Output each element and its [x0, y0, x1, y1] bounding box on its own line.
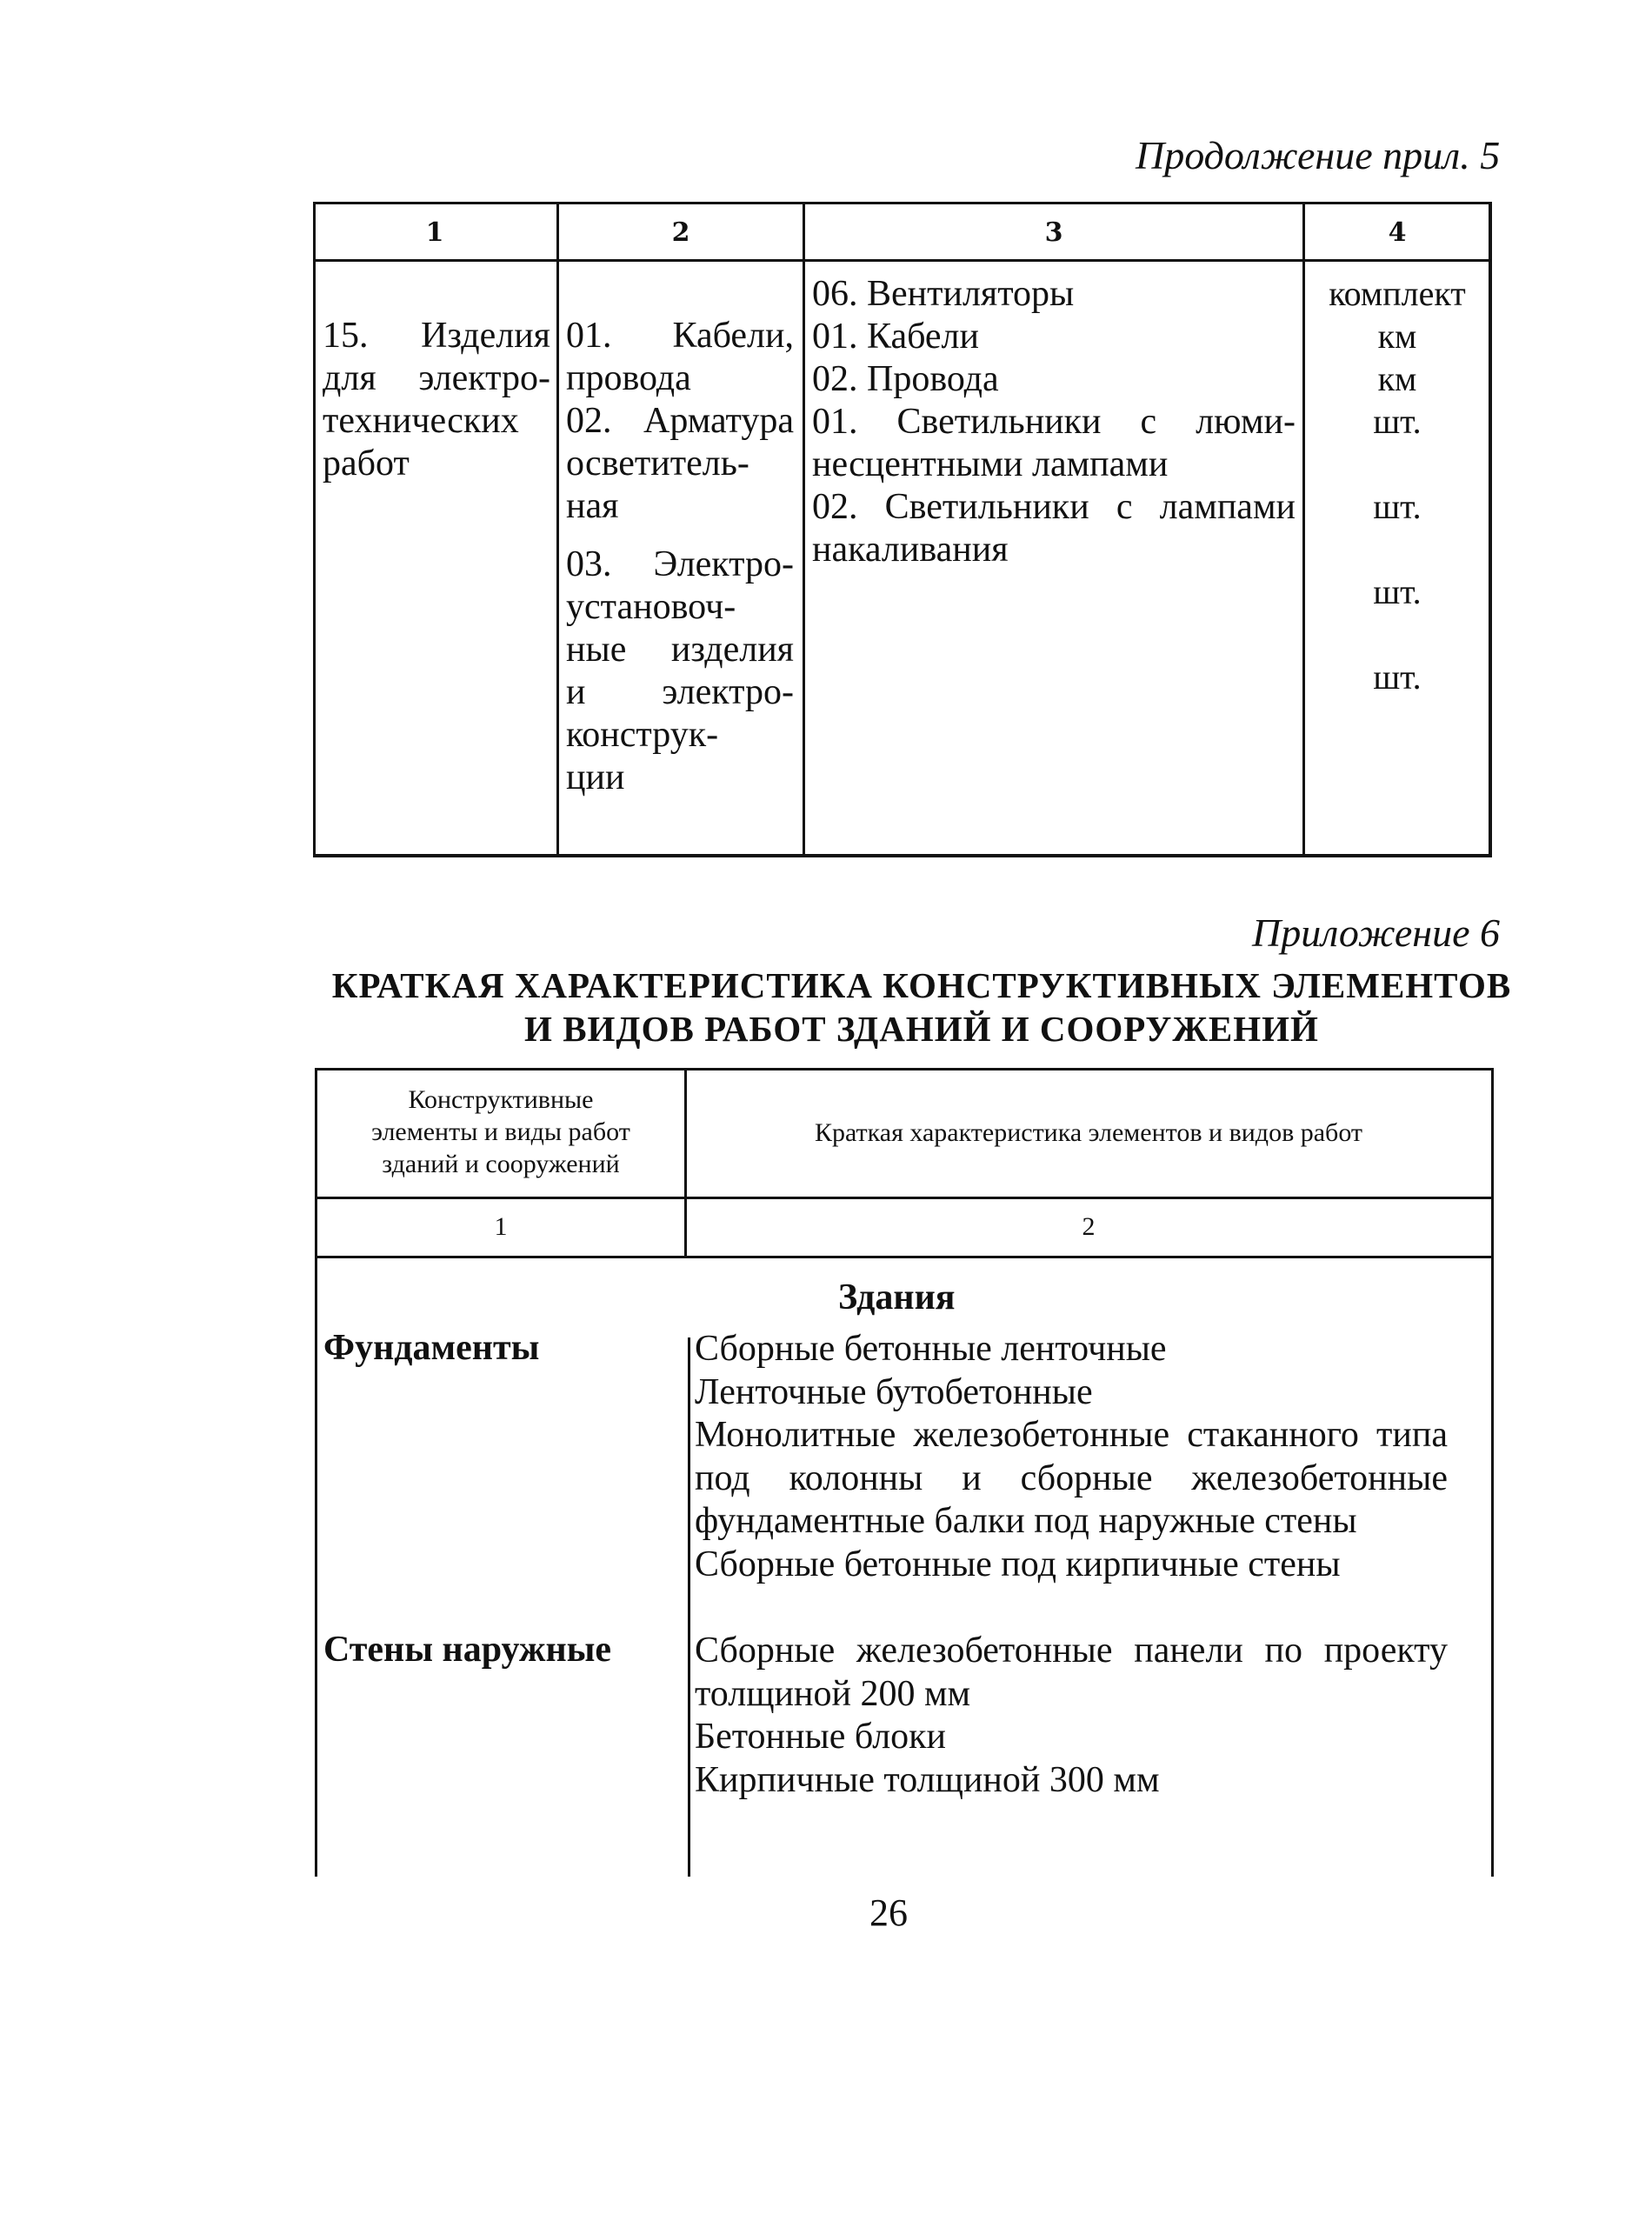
column-header-2: 2 — [671, 217, 690, 248]
header-col1-line: Конструктивные — [408, 1085, 594, 1114]
number-row-divider — [315, 1256, 1494, 1258]
t1-col2-line: осветитель- — [566, 444, 749, 484]
column-divider — [556, 202, 559, 857]
description-item: Сборные бетонные ленточные — [695, 1329, 1167, 1369]
appendix6-table — [315, 1068, 1494, 1877]
t1-col4-unit: шт. — [1373, 657, 1422, 697]
t1-col2-line: 01. Кабели, — [566, 316, 794, 356]
t1-col2-line: ная — [566, 486, 619, 526]
t1-col4-unit: шт. — [1373, 572, 1422, 611]
header-divider — [313, 259, 1492, 262]
column-divider — [803, 202, 805, 857]
t1-col3-line: 06. Вентиляторы — [812, 274, 1075, 314]
appendix-label: Приложение 6 — [1252, 910, 1501, 955]
header-col1-line: элементы и виды работ — [371, 1117, 630, 1146]
t1-col2-line: 02. Арматура — [566, 401, 794, 441]
t1-col3-line: 01. Светильники с люми- — [812, 402, 1296, 442]
t1-col4-unit: комплект — [1329, 274, 1466, 313]
section-heading: Здания — [838, 1277, 956, 1317]
t1-col2-line: установоч- — [566, 587, 736, 627]
t1-col4-unit: км — [1377, 359, 1417, 398]
header-col1 — [318, 1084, 683, 1180]
t1-col4-unit: шт. — [1373, 487, 1422, 526]
t1-col3-cell — [812, 273, 1296, 571]
t1-col1-line: технических — [323, 401, 519, 441]
appendix5-table — [313, 202, 1492, 857]
page-number: 26 — [869, 1891, 908, 1934]
description-item: Ленточные бутобетонные — [695, 1371, 1093, 1412]
column-divider — [684, 1068, 687, 1256]
description-item: Сборные железобетонные панели по проекту толщиной 200 мм — [695, 1631, 1448, 1714]
appendix-title-line-2: И ВИДОВ РАБОТ ЗДАНИЙ И СООРУЖЕНИЙ — [524, 1009, 1319, 1049]
header-col2: Краткая характеристика элементов и видов работ — [814, 1118, 1363, 1147]
t1-col1-line: 15. Изделия — [323, 316, 550, 356]
appendix-title-line-1: КРАТКАЯ ХАРАКТЕРИСТИКА КОНСТРУКТИВНЫХ ЭЛЕМЕНТОВ — [331, 965, 1512, 1005]
t1-col3-line: накаливания — [812, 530, 1009, 570]
table-right-border — [1491, 1068, 1494, 1877]
column-header-4: 4 — [1388, 217, 1407, 248]
t1-col2-line: ции — [566, 757, 625, 797]
t1-col1-line: работ — [323, 444, 410, 484]
t1-col2-line: ные изделия — [566, 630, 794, 670]
continuation-label: Продолжение прил. 5 — [1136, 133, 1501, 177]
t1-col3-line: несцентными лампами — [812, 444, 1169, 484]
description-item: Сборные бетонные под кирпичные стены — [695, 1544, 1341, 1584]
header-col1-line: зданий и сооружений — [382, 1150, 620, 1178]
t1-col3-line: 02. Светильники с лампами — [812, 487, 1296, 527]
category-foundations: Фундаменты — [323, 1328, 540, 1368]
table-left-border — [315, 1068, 317, 1877]
t1-col2-line: конструк- — [566, 715, 719, 755]
description-foundations — [695, 1328, 1448, 1586]
column-header-1: 1 — [425, 217, 444, 248]
t1-col4-unit: шт. — [1373, 402, 1422, 441]
description-item: Кирпичные толщиной 300 мм — [695, 1759, 1160, 1800]
t1-col4-unit: км — [1377, 317, 1417, 356]
description-item: Бетонные блоки — [695, 1717, 947, 1757]
description-exterior-walls — [695, 1630, 1448, 1802]
number-col1: 1 — [494, 1212, 508, 1241]
t1-col3-line: 02. Провода — [812, 359, 999, 399]
t1-col1-line: для электро- — [323, 358, 550, 398]
t1-col2-line: и электро- — [566, 672, 794, 712]
t1-col3-line: 01. Кабели — [812, 317, 979, 357]
column-divider — [688, 1337, 690, 1877]
column-header-3: 3 — [1044, 217, 1063, 248]
t1-col1-cell — [323, 315, 550, 485]
table-top-border — [315, 1068, 1494, 1070]
t1-col2-line: провода — [566, 358, 691, 398]
number-col2: 2 — [1082, 1212, 1096, 1241]
header-divider — [315, 1197, 1494, 1199]
t1-col2-cell — [566, 315, 794, 799]
t1-col2-line: 03. Электро- — [566, 544, 794, 584]
category-exterior-walls: Стены наружные — [323, 1630, 612, 1670]
description-item: Монолитные железобетонные стаканного типа под колонны и сборные железобетонные фундаментные балки под наружные стены — [695, 1415, 1448, 1541]
